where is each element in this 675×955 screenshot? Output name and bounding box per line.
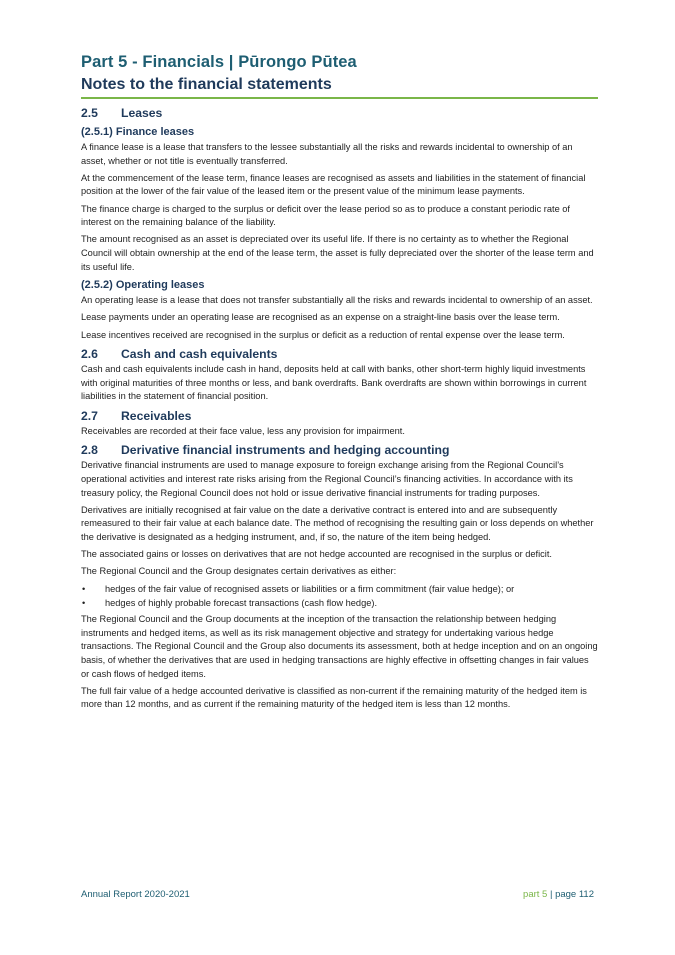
section-title: Derivative financial instruments and hedging accounting	[121, 443, 450, 458]
paragraph: The amount recognised as an asset is depreciated over its useful life. If there is no certainty as to whether the Regional Council will obtain ownership at the end of the lease term, the asset is fully depreciated over the shorter of the lease term and its useful life.	[81, 234, 594, 272]
section-heading-2-5	[81, 105, 598, 121]
section-number: 2.7	[81, 408, 98, 423]
title-divider	[81, 97, 598, 99]
paragraph: An operating lease is a lease that does not transfer substantially all the risks and rewards incidental to ownership of an asset.	[81, 295, 593, 306]
subsection-heading-finance-leases: (2.5.1) Finance leases	[81, 126, 195, 138]
list-item	[81, 583, 598, 597]
paragraph: The finance charge is charged to the surplus or deficit over the lease period so as to produce a constant periodic rate of interest on the remaining balance of the liability.	[81, 203, 570, 228]
footer-separator: |	[549, 889, 553, 900]
section-title: Receivables	[121, 408, 192, 423]
section-number: 2.6	[81, 347, 98, 362]
section-title: Leases	[121, 106, 163, 120]
section-heading-2-6	[81, 346, 598, 362]
subsection-heading-operating-leases: (2.5.2) Operating leases	[81, 279, 205, 292]
paragraph: A finance lease is a lease that transfers to the lessee substantially all the risks and rewards incidental to ownership of an asset, whether or not title is eventually transferred.	[81, 142, 573, 166]
paragraph: The Regional Council and the Group documents at the inception of the transaction the relationship between hedging instruments and hedged items, as well as its risk management objective and strategy for undertaking various hedge transactions. The Regional Council and the Group also documents its assessment, both at hedge inception and on an ongoing basis, of whether the derivatives that are used in hedging transactions are highly effective in offsetting changes in fair values or cash flows of hedged items.	[81, 614, 598, 679]
footer-page-ref	[523, 889, 594, 900]
bullet-icon: •	[82, 583, 86, 594]
bullet-list	[81, 583, 598, 611]
paragraph: Receivables are recorded at their face value, less any provision for impairment.	[81, 425, 405, 436]
section-heading-2-7	[81, 408, 598, 424]
section-number: 2.5	[81, 106, 98, 120]
paragraph: The associated gains or losses on derivatives that are not hedge accounted are recognised in the surplus or deficit.	[81, 549, 553, 560]
page-footer	[81, 889, 594, 900]
paragraph: Derivative financial instruments are used to manage exposure to foreign exchange arising from the Regional Council’s operational activities and interest rate risks arising from the Regional Council’s financing activities. In accordance with its treasury policy, the Regional Council does not hold or issue derivative financial instruments for trading purposes.	[81, 460, 573, 498]
footer-part: part 5	[523, 889, 548, 900]
footer-report-title: Annual Report 2020-2021	[81, 889, 190, 900]
section-title: Cash and cash equivalents	[121, 347, 278, 362]
bullet-icon: •	[82, 597, 86, 608]
part-title: Part 5 - Financials | Pūrongo Pūtea	[81, 53, 357, 71]
footer-page-number: page 112	[555, 889, 594, 900]
paragraph: The full fair value of a hedge accounted derivative is classified as non-current if the remaining maturity of the hedged item is more than 12 months, and as current if the remaining maturity of the hedged item is less than 12 months.	[81, 685, 587, 710]
paragraph: Lease payments under an operating lease are recognised as an expense on a straight-line basis over the lease term.	[81, 312, 560, 323]
notes-title: Notes to the financial statements	[81, 76, 332, 93]
page-content	[81, 50, 598, 716]
section-number: 2.8	[81, 443, 98, 458]
paragraph: Derivatives are initially recognised at fair value on the date a derivative contract is entered into and are subsequently remeasured to their fair value at each balance date. The method of recognising the resulting gain or loss depends on whether the derivative is designated as a hedging instrument, and, if so, the nature of the item being hedged.	[81, 504, 594, 543]
paragraph: Cash and cash equivalents include cash in hand, deposits held at call with banks, other short-term highly liquid investments with original maturities of three months or less, and bank overdrafts. Bank overdrafts are shown within borrowings in current liabilities in the statement of financial position.	[81, 364, 587, 402]
paragraph: The Regional Council and the Group designates certain derivatives as either:	[81, 566, 397, 577]
list-item	[81, 597, 598, 611]
paragraph: Lease incentives received are recognised in the surplus or deficit as a reduction of rental expense over the lease term.	[81, 329, 565, 340]
list-item-text: hedges of highly probable forecast transactions (cash flow hedge).	[105, 597, 378, 608]
section-heading-2-8	[81, 442, 598, 458]
paragraph: At the commencement of the lease term, finance leases are recognised as assets and liabilities in the statement of financial position at the lower of the fair value of the leased item or the present value of the minimum lease payments.	[81, 172, 586, 197]
list-item-text: hedges of the fair value of recognised assets or liabilities or a firm commitment (fair value hedge); or	[105, 583, 515, 594]
